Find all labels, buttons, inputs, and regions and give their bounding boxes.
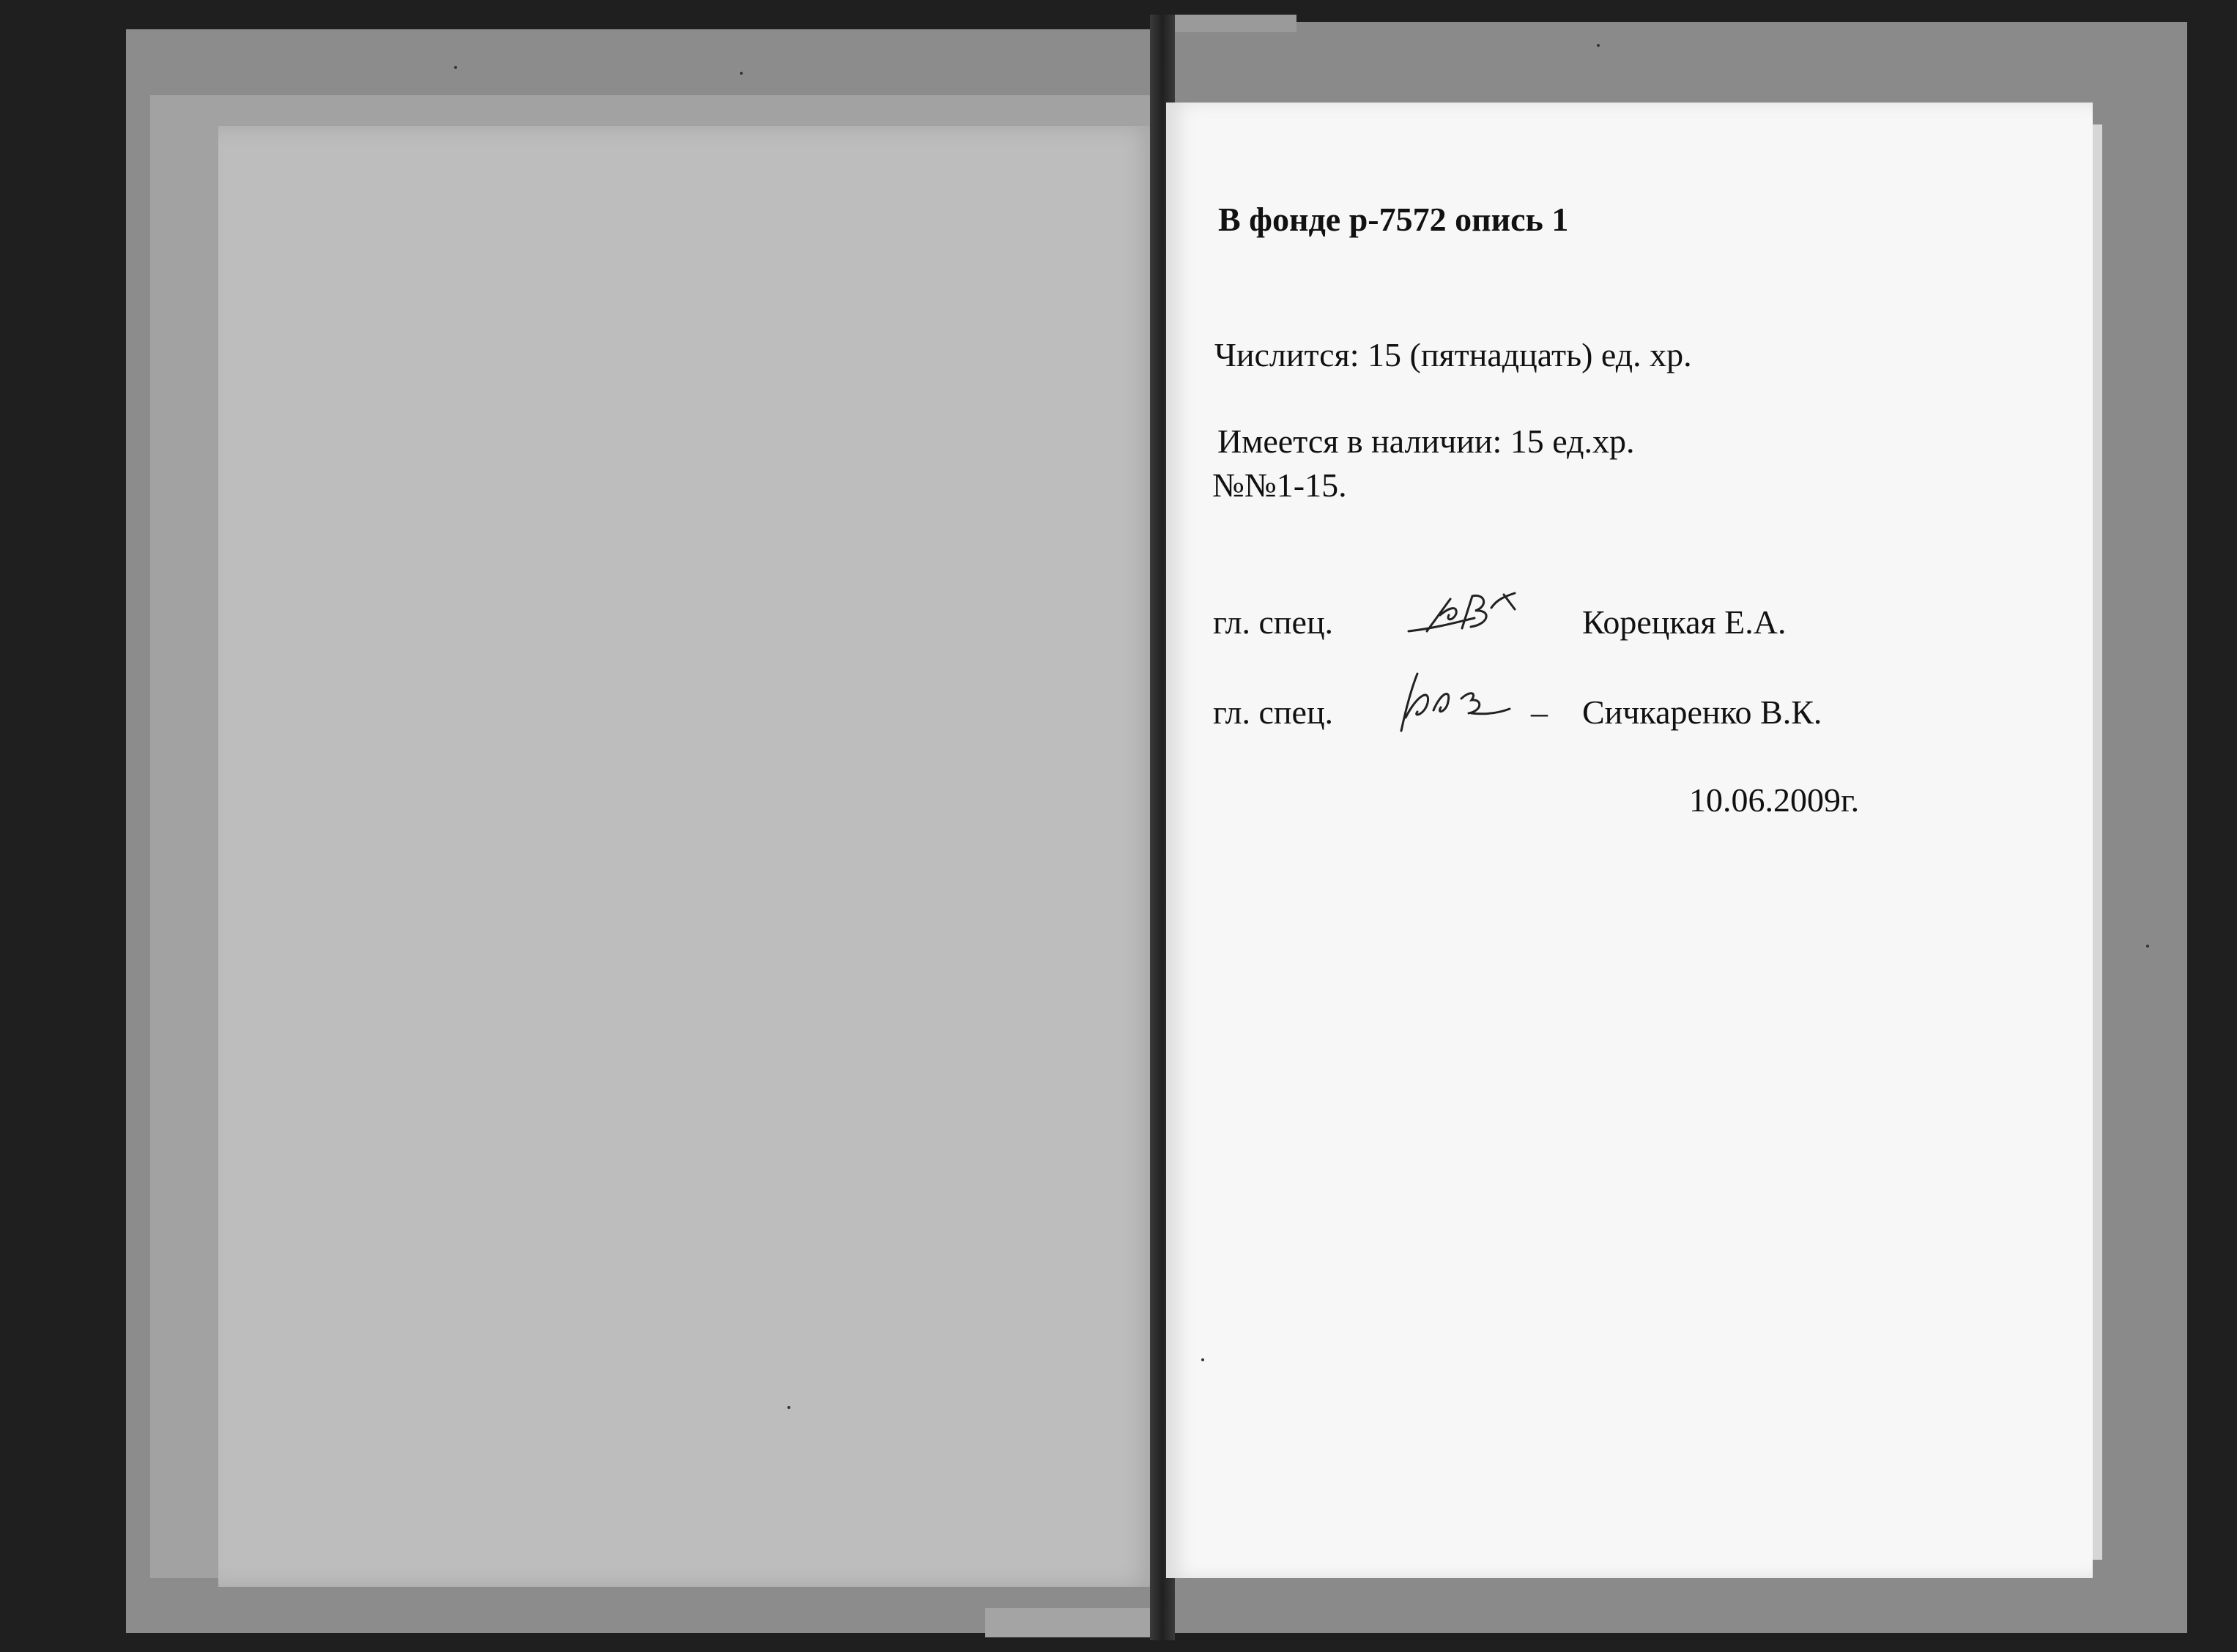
listed-count: Числится: 15 (пятнадцать) ед. хр. xyxy=(1214,336,1692,373)
signatory-2-role: гл. спец. xyxy=(1213,693,1334,731)
binding-tape-bottom xyxy=(985,1608,1161,1637)
document-date: 10.06.2009г. xyxy=(1689,781,1860,819)
cover-speck xyxy=(1597,44,1600,47)
cover-speck xyxy=(740,72,743,75)
left-blank-page xyxy=(218,126,1157,1587)
signatory-1-name: Корецкая Е.А. xyxy=(1582,603,1787,641)
cover-speck xyxy=(454,66,457,69)
right-document-page xyxy=(1166,103,2093,1578)
cover-speck xyxy=(1201,1358,1204,1361)
cover-speck xyxy=(2146,945,2149,948)
binding-tape-top xyxy=(1172,15,1296,32)
fund-heading: В фонде р-7572 опись 1 xyxy=(1218,201,1569,238)
signatory-2-dash: – xyxy=(1531,693,1548,731)
signatory-1-role: гл. спец. xyxy=(1213,603,1334,641)
signatory-2-name: Сичкаренко В.К. xyxy=(1582,693,1822,731)
item-range: №№1-15. xyxy=(1212,466,1347,504)
available-count: Имеется в наличии: 15 ед.хр. xyxy=(1217,423,1635,460)
handwritten-signature-2 xyxy=(1395,666,1513,736)
page-speck xyxy=(787,1406,790,1409)
handwritten-signature-1 xyxy=(1405,586,1533,644)
